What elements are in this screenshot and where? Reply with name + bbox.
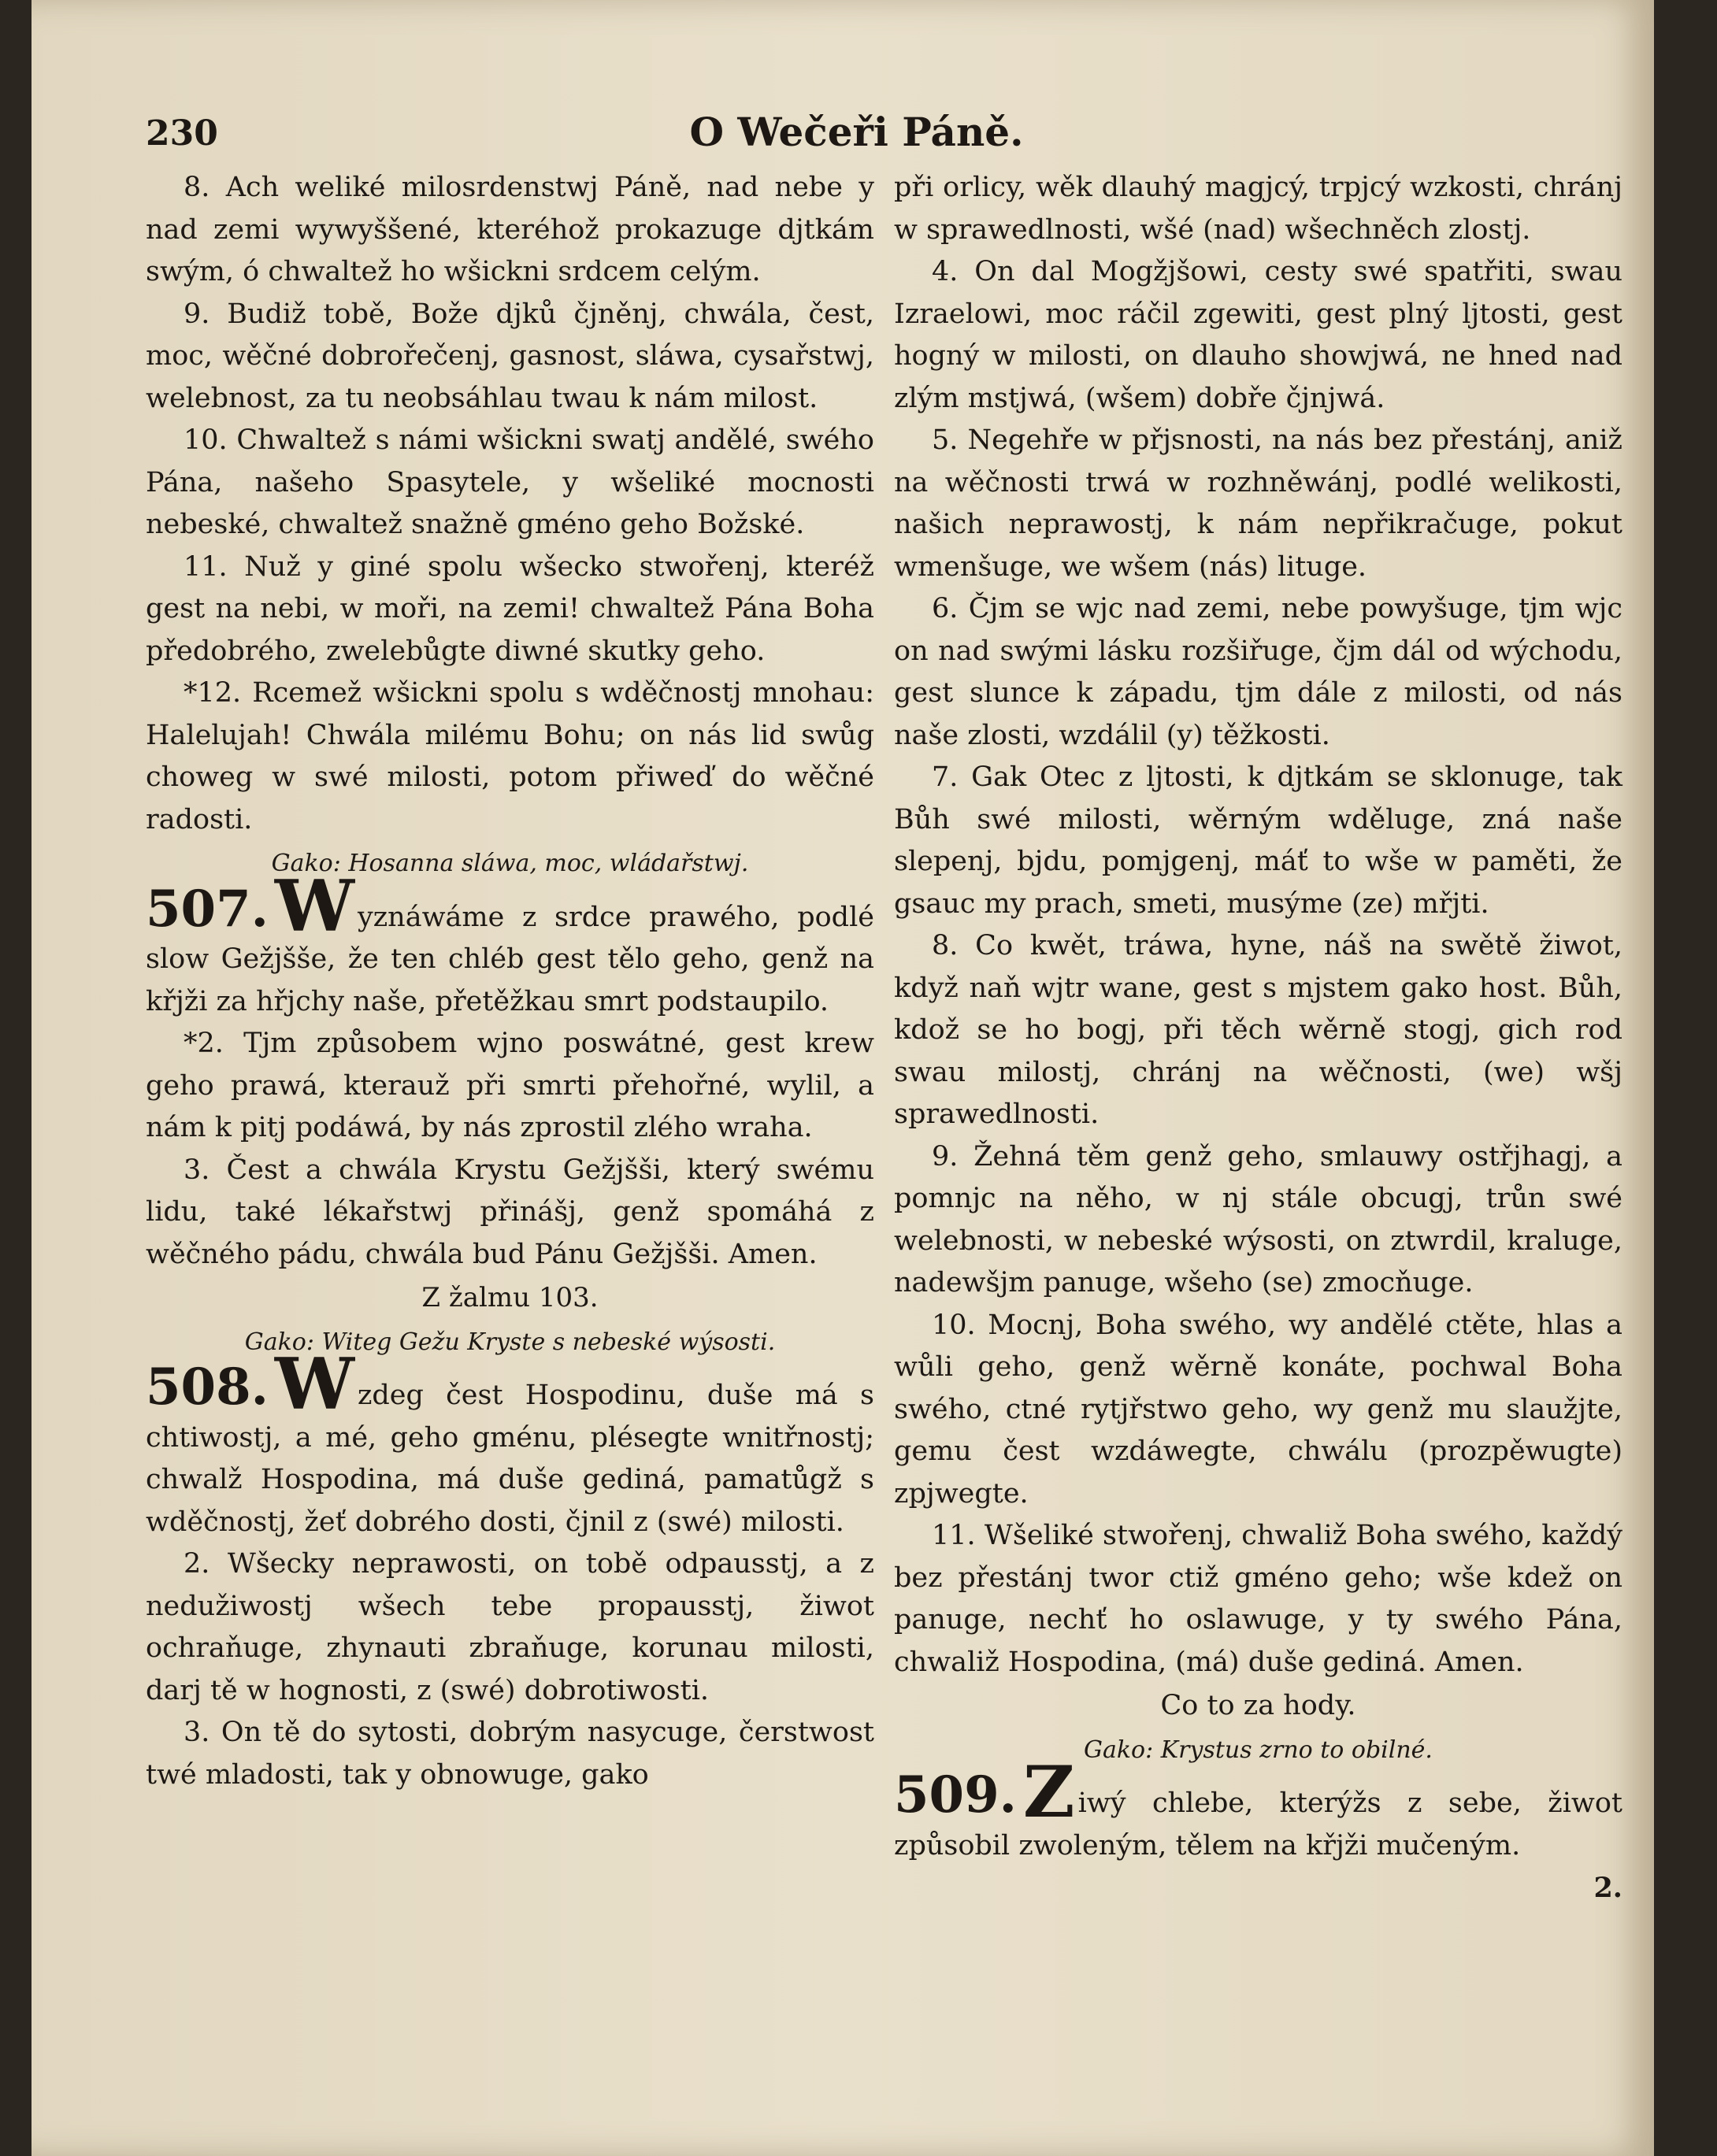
hymn-507-verse-3: 3. Čest a chwála Krystu Gežjšši, který swému lidu, také lékařstwj přinášj, genž spomáhá z wěčného pádu, chwála bud Pánu Gežjšši. Amen. — [146, 1154, 874, 1270]
hymn-number-509: 509. — [894, 1765, 1017, 1824]
melody-508: Gako: Witeg Gežu Kryste s nebeské wýsosti. — [244, 1328, 776, 1356]
verse-9: 9. Budiž tobě, Bože djků čjněnj, chwála, čest, moc, wěčné dobrořečenj, gasnost, sláwa, cysařstwj, welebnost, za tu neobsáhlau twau k nám milost. — [146, 298, 874, 414]
left-column — [146, 167, 874, 1796]
running-title: O Wečeři Páně. — [689, 109, 1024, 155]
verse-8: 8. Ach weliké milosrdenstwj Páně, nad nebe y nad zemi wywyššené, kteréhož prokazuge djtkám swým, ó chwaltež ho wšickni srdcem celým. — [146, 172, 874, 287]
page-header — [146, 102, 1567, 157]
psalm-verse-8: 8. Co kwět, tráwa, hyne, náš na swětě žiwot, když naň wjtr wane, gest s mjstem gako host. Bůh, kdož se ho bogj, při těch wěrně stogj, gich rod swau milostj, chránj na wěčnosti, (we) wšj sprawedlnosti. — [894, 930, 1622, 1130]
psalm-heading: Z žalmu 103. — [421, 1282, 599, 1313]
psalm-verse-11: 11. Wšeliké stwořenj, chwaliž Boha swého, každý bez přestánj twor ctiž gméno geho; wše kdež on panuge, nechť ho oslawuge, y ty swého Pána, chwaliž Hospodina, (má) duše gediná. Amen. — [894, 1520, 1622, 1678]
melody-509: Gako: Krystus zrno to obilné. — [1084, 1736, 1433, 1764]
hymn-508-verse-2: 2. Wšecky neprawosti, on tobě odpausstj, a z nedužiwostj wšech tebe propausstj, žiwot ochraňuge, zhynauti zbraňuge, korunau milosti, darj tě w hognosti, z (swé) dobrotiwosti. — [146, 1548, 874, 1706]
verse-10: 10. Chwaltež s námi wšickni swatj andělé, swého Pána, našeho Spasytele, y wšeliké mocnosti nebeské, chwaltež snažně gméno geho Božské. — [146, 424, 874, 540]
hymn-508-text: zdeg čest Hospodinu, duše má s chtiwostj, a mé, geho gménu, plésegte wnitřnostj; chwalž Hospodina, má duše gediná, pamatůgž s wděčnostj, žeť dobrého dosti, čjnil z (swé) milosti. — [146, 1380, 874, 1538]
verse-12: *12. Rcemež wšickni spolu s wděčnostj mnohau: Halelujah! Chwála milému Bohu; on nás lid swůg choweg w swé milosti, potom přiweď do wěčné radosti. — [146, 677, 874, 835]
hymn-507-verse-2: *2. Tjm způsobem wjno poswátné, gest krew geho prawá, kterauž při smrti přehořné, wylil, a nám k pitj podáwá, by nás zprostil zlého wraha. — [146, 1028, 874, 1143]
hymn-number-507: 507. — [146, 879, 269, 939]
catchword: 2. — [1593, 1871, 1622, 1904]
closing-heading: Co to za hody. — [1160, 1690, 1356, 1721]
psalm-verse-7: 7. Gak Otec z ljtosti, k djtkám se sklonuge, tak Bůh swé milosti, wěrným wděluge, zná naše slepenj, bjdu, pomjgenj, máť to wše w paměti, že gsauc my prach, smeti, musýme (ze) mřjti. — [894, 761, 1622, 920]
page-number: 230 — [146, 113, 218, 154]
hymn-508 — [146, 1343, 874, 1543]
right-column — [894, 167, 1622, 1904]
hymn-508-verse-3: 3. On tě do sytosti, dobrým nasycuge, čerstwost twé mladosti, tak y obnowuge, gako — [146, 1717, 874, 1791]
dropcap-509: Z — [1022, 1750, 1075, 1834]
psalm-verse-5: 5. Negehře w přjsnosti, na nás bez přestánj, aniž na wěčnosti trwá w rozhněwánj, podlé welikosti, našich neprawostj, k nám nepřikračuge, pokut wmenšuge, we wšem (nás) lituge. — [894, 424, 1622, 583]
psalm-verse-10: 10. Mocnj, Boha swého, wy andělé ctěte, hlas a wůli geho, genž wěrně konáte, pochwal Boha swého, ctné rytjřstwo geho, wy genž mu slaužjte, gemu čest wzdáwegte, chwálu (prozpěwugte) zpjwegte. — [894, 1309, 1622, 1510]
hymn-509-text: iwý chlebe, kterýžs z sebe, žiwot způsobil zwoleným, tělem na křjži mučeným. — [894, 1787, 1622, 1861]
hymn-number-508: 508. — [146, 1358, 269, 1417]
verse-3-continued: při orlicy, wěk dlauhý magjcý, trpjcý wzkosti, chránj w sprawedlnosti, wšé (nad) wšechněch zlostj. — [894, 172, 1622, 246]
psalm-verse-4: 4. On dal Mogžjšowi, cesty swé spatřiti, swau Izraelowi, moc ráčil zgewiti, gest plný ljtosti, gest hogný w milosti, on dlauho showjwá, ne hned nad zlým mstjwá, (wšem) dobře čjnjwá. — [894, 256, 1622, 414]
dropcap-508: W — [274, 1343, 354, 1426]
book-page — [32, 0, 1654, 2156]
dropcap-507: W — [274, 864, 354, 948]
melody-507: Gako: Hosanna sláwa, moc, wládařstwj. — [271, 850, 749, 877]
hymn-507-text: yznáwáme z srdce prawého, podlé slow Gežjšše, že ten chléb gest tělo geho, genž na křjži za hřjchy naše, přetěžkau smrt podstaupilo. — [146, 901, 874, 1017]
psalm-verse-6: 6. Čjm se wjc nad zemi, nebe powyšuge, tjm wjc on nad swými lásku rozšiřuge, čjm dál od wýchodu, gest slunce k západu, tjm dále z milosti, od nás naše zlosti, wzdálil (y) těžkosti. — [894, 593, 1622, 751]
psalm-verse-9: 9. Žehná těm genž geho, smlauwy ostřjhagj, a pomnjc na něho, w nj stále obcugj, trůn swé welebnosti, w nebeské wýsosti, on ztwrdil, kraluge, nadewšjm panuge, wšeho (se) zmocňuge. — [894, 1140, 1622, 1298]
verse-11: 11. Nuž y giné spolu wšecko stwořenj, kteréž gest na nebi, w moři, na zemi! chwaltež Pána Boha předobrého, zwelebůgte diwné skutky geho. — [146, 550, 874, 667]
hymn-507 — [146, 864, 874, 1024]
